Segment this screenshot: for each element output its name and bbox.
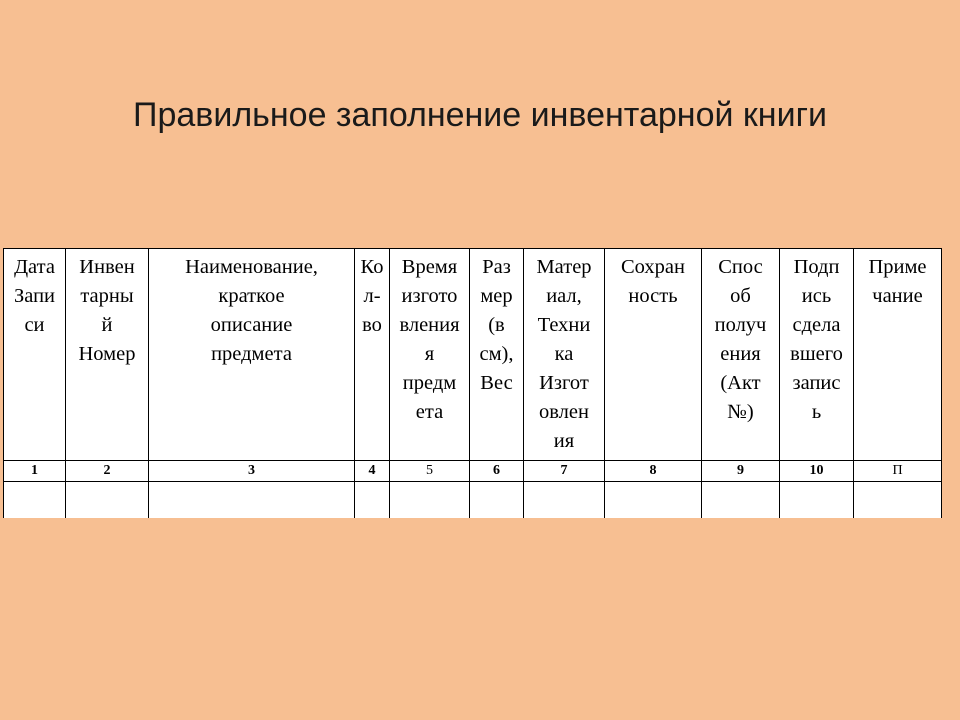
table-cell[interactable] [470, 482, 524, 519]
column-header [390, 249, 470, 461]
table-cell[interactable] [524, 482, 605, 519]
column-number: 1 [4, 461, 66, 482]
column-header-line: предм [402, 372, 457, 394]
table-cell[interactable] [605, 482, 702, 519]
column-header-line: ения [720, 343, 761, 365]
column-header-line: краткое [218, 285, 285, 307]
column-number: 5 [390, 461, 470, 482]
column-header-line: Сохран [621, 256, 685, 278]
column-header [854, 249, 942, 461]
column-header-line: (в [488, 314, 505, 336]
column-header [355, 249, 390, 461]
column-number: 9 [702, 461, 780, 482]
column-number: П [854, 461, 942, 482]
column-header [702, 249, 780, 461]
column-header [4, 249, 66, 461]
table-row [4, 482, 942, 519]
column-header-line: л- [363, 285, 381, 307]
column-header-line: ка [554, 343, 574, 365]
table-cell[interactable] [149, 482, 355, 519]
table-cell[interactable] [390, 482, 470, 519]
column-header-line: Номер [78, 343, 136, 365]
table-cell[interactable] [4, 482, 66, 519]
column-header-line: овлен [539, 401, 589, 423]
column-header-line: Приме [868, 256, 927, 278]
column-header-line: тарны [80, 285, 134, 307]
column-number: 4 [355, 461, 390, 482]
column-header [470, 249, 524, 461]
column-header-line: ь [811, 401, 822, 423]
column-header-line: во [362, 314, 382, 336]
column-header [524, 249, 605, 461]
column-header [66, 249, 149, 461]
column-header [605, 249, 702, 461]
column-header-line: изгото [401, 285, 458, 307]
table-cell[interactable] [702, 482, 780, 519]
column-header-line: ись [801, 285, 832, 307]
column-header [780, 249, 854, 461]
column-number: 10 [780, 461, 854, 482]
header-row [4, 249, 942, 461]
column-header-line: (Акт [720, 372, 761, 394]
column-header-line: вления [399, 314, 460, 336]
column-number: 3 [149, 461, 355, 482]
column-header-line: мер [480, 285, 513, 307]
column-header-line: см), [479, 343, 514, 365]
column-header-line: Подп [793, 256, 840, 278]
column-header-line: иал, [546, 285, 582, 307]
table-cell[interactable] [66, 482, 149, 519]
column-header-line: я [424, 343, 435, 365]
column-header-line: Наименование, [185, 256, 318, 278]
column-header-line: чание [872, 285, 923, 307]
column-header-line: запис [792, 372, 841, 394]
column-header-line: предмета [211, 343, 292, 365]
column-header-line: Раз [482, 256, 511, 278]
column-header-line: об [730, 285, 751, 307]
column-header-line: ета [415, 401, 444, 423]
column-header-line: Запи [13, 285, 56, 307]
column-header-line: си [24, 314, 45, 336]
slide-title: Правильное заполнение инвентарной книги [133, 96, 827, 134]
column-header-line: описание [210, 314, 293, 336]
column-header-line: Изгот [539, 372, 589, 394]
column-number: 7 [524, 461, 605, 482]
column-header-line: Техни [537, 314, 591, 336]
column-header-line: сдела [792, 314, 841, 336]
column-header-line: Дата [14, 256, 55, 278]
column-header-line: ность [628, 285, 678, 307]
column-header-line: получ [714, 314, 767, 336]
table-cell[interactable] [854, 482, 942, 519]
column-header-line: Матер [536, 256, 592, 278]
column-header-line: Спос [718, 256, 763, 278]
column-number: 6 [470, 461, 524, 482]
column-header-line: Инвен [79, 256, 135, 278]
table-cell[interactable] [355, 482, 390, 519]
column-header [149, 249, 355, 461]
column-number: 8 [605, 461, 702, 482]
inventory-table [3, 248, 942, 518]
column-header-line: вшего [790, 343, 843, 365]
column-header-line: Вес [480, 372, 513, 394]
column-number-row [4, 461, 942, 482]
column-header-line: й [101, 314, 113, 336]
column-header-line: ия [553, 430, 575, 452]
column-header-line: Ко [360, 256, 384, 278]
column-number: 2 [66, 461, 149, 482]
table-cell[interactable] [780, 482, 854, 519]
column-header-line: Время [401, 256, 458, 278]
column-header-line: №) [727, 401, 754, 423]
